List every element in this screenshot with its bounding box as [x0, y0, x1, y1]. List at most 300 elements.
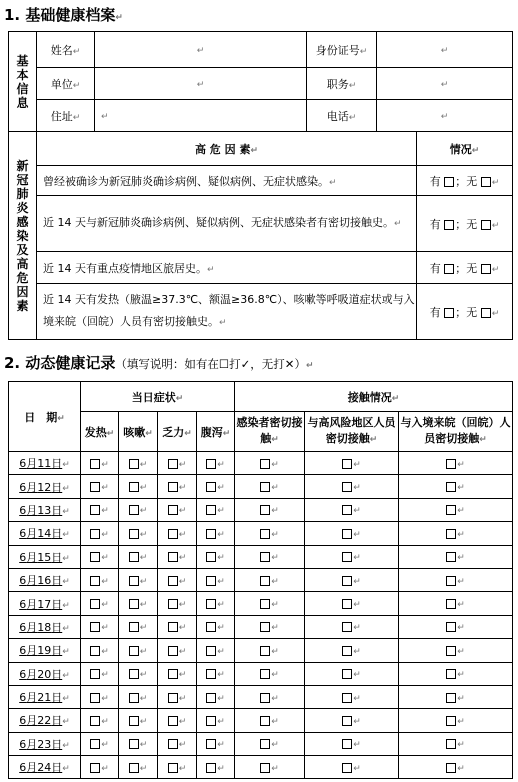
checkbox[interactable]	[168, 763, 178, 773]
checkbox[interactable]	[444, 177, 454, 187]
checkbox[interactable]	[481, 177, 491, 187]
job-label: 职务	[326, 77, 349, 91]
risk-factor-header: 高 危 因 素	[194, 142, 251, 156]
checkbox-cell[interactable]: ↵	[119, 452, 158, 475]
checkbox[interactable]	[260, 529, 270, 539]
risk-factor-1: 曾经被确诊为新冠肺炎确诊病例、疑似病例、无症状感染。	[43, 174, 329, 188]
checkbox-cell[interactable]: ↵	[305, 475, 399, 498]
checkbox[interactable]	[446, 763, 456, 773]
risk-factor-4: 近 14 天有发热（腋温≥37.3℃、额温≥36.8℃）、咳嗽等呼吸道症状或与入境来皖（回皖）人员有密切接触史。	[43, 293, 415, 328]
checkbox-cell[interactable]: ↵	[305, 452, 399, 475]
checkbox[interactable]	[342, 505, 352, 515]
daily-health-table: 日 期↵ 当日症状↵ 接触情况↵ 发热↵ 咳嗽↵ 乏力↵ 腹泻↵ 感染者密切接触↵ 与高风险地区人员密切接触↵ 与入境来皖（回皖）人员密切接触↵ 6月11日↵ ↵ ↵ ↵ ↵ ↵ ↵ ↵ 6月12日↵ ↵ ↵ ↵ ↵ ↵ ↵ ↵ 6月13日↵ ↵ ↵ ↵ ↵ ↵ ↵ ↵ 6月14日↵ ↵ ↵ ↵ ↵ ↵ ↵ ↵ 6月15日↵ ↵ ↵ ↵ ↵ ↵ ↵ ↵ 6月16日↵ ↵ ↵ ↵ ↵ ↵ ↵ ↵ 6月17日↵ ↵ ↵ ↵ ↵ ↵ ↵ ↵ 6月18日↵ ↵ ↵ ↵ ↵ ↵ ↵ ↵ 6月19日↵ ↵ ↵ ↵ ↵ ↵ ↵ ↵ 6月20日↵ ↵ ↵ ↵ ↵ ↵ ↵ ↵ 6月21日↵ ↵ ↵ ↵ ↵ ↵ ↵ ↵ 6月22日↵ ↵ ↵ ↵ ↵ ↵ ↵ ↵ 6月23日↵ ↵ ↵ ↵ ↵ ↵ ↵ ↵ 6月24日↵ ↵ ↵ ↵ ↵ ↵ ↵ ↵	[8, 381, 513, 779]
checkbox[interactable]	[206, 459, 216, 469]
checkbox-cell[interactable]: ↵	[197, 756, 235, 779]
date-cell: 6月15日↵	[9, 545, 81, 568]
checkbox-cell[interactable]: ↵	[305, 592, 399, 615]
checkbox-cell[interactable]: ↵	[235, 568, 305, 591]
yes-label: 有	[429, 305, 441, 319]
checkbox-cell[interactable]: ↵	[305, 615, 399, 638]
checkbox-cell[interactable]: ↵	[235, 522, 305, 545]
checkbox[interactable]	[129, 646, 139, 656]
table-row	[9, 662, 513, 685]
date-header: 日 期	[24, 410, 58, 424]
checkbox-cell[interactable]: ↵	[305, 685, 399, 708]
checkbox-cell[interactable]: ↵	[81, 685, 119, 708]
checkbox[interactable]	[168, 459, 178, 469]
checkbox-cell[interactable]: ↵	[235, 475, 305, 498]
checkbox[interactable]	[129, 669, 139, 679]
row-month: 6	[19, 620, 27, 634]
checkbox-cell[interactable]: ↵	[81, 615, 119, 638]
row-month: 6	[19, 667, 27, 681]
checkbox-cell[interactable]: ↵	[81, 568, 119, 591]
checkbox-cell[interactable]: ↵	[305, 732, 399, 755]
checkbox[interactable]	[90, 622, 100, 632]
checkbox[interactable]	[129, 505, 139, 515]
checkbox[interactable]	[168, 669, 178, 679]
no-label: 无	[466, 174, 478, 188]
checkbox[interactable]	[206, 739, 216, 749]
row-month: 6	[19, 457, 27, 471]
checkbox-cell[interactable]: ↵	[235, 615, 305, 638]
checkbox[interactable]	[260, 599, 270, 609]
checkbox-cell[interactable]: ↵	[235, 639, 305, 662]
risk-group-char: 炎	[16, 200, 29, 215]
checkbox[interactable]	[168, 599, 178, 609]
checkbox[interactable]	[446, 622, 456, 632]
checkbox[interactable]	[90, 599, 100, 609]
checkbox-cell[interactable]: ↵	[197, 592, 235, 615]
table-row	[9, 615, 513, 638]
checkbox[interactable]	[90, 529, 100, 539]
checkbox[interactable]	[342, 763, 352, 773]
table-row	[9, 545, 513, 568]
checkbox-cell[interactable]: ↵	[399, 545, 513, 568]
checkbox-cell[interactable]: ↵	[235, 732, 305, 755]
checkbox-cell[interactable]: ↵	[399, 522, 513, 545]
table-row	[9, 592, 513, 615]
checkbox-cell[interactable]: ↵	[399, 709, 513, 732]
date-cell: 6月24日↵	[9, 756, 81, 779]
checkbox-cell[interactable]: ↵	[305, 498, 399, 521]
row-month: 6	[19, 597, 27, 611]
contact-header-0: 感染者密切接触	[236, 416, 303, 445]
row-day: 17	[37, 597, 52, 611]
checkbox[interactable]	[168, 646, 178, 656]
checkbox-cell[interactable]: ↵	[235, 452, 305, 475]
checkbox[interactable]	[129, 599, 139, 609]
checkbox[interactable]	[90, 763, 100, 773]
row-month: 6	[19, 737, 27, 751]
checkbox[interactable]	[168, 716, 178, 726]
checkbox-cell[interactable]: ↵	[119, 662, 158, 685]
checkbox[interactable]	[129, 622, 139, 632]
job-field[interactable]: ↵	[377, 68, 513, 100]
checkbox[interactable]	[206, 576, 216, 586]
yes-label: 有	[429, 174, 441, 188]
checkbox-cell[interactable]: ↵	[158, 615, 197, 638]
row-day: 13	[37, 503, 52, 517]
checkbox-cell[interactable]: ↵	[119, 732, 158, 755]
table-row	[9, 639, 513, 662]
checkbox[interactable]	[342, 552, 352, 562]
checkbox-cell[interactable]: ↵	[197, 475, 235, 498]
checkbox[interactable]	[206, 763, 216, 773]
checkbox-cell[interactable]: ↵	[81, 732, 119, 755]
checkbox[interactable]	[446, 599, 456, 609]
checkbox-cell[interactable]: ↵	[119, 568, 158, 591]
risk-group-char: 及	[16, 242, 29, 257]
yes-label: 有	[429, 261, 441, 275]
checkbox-cell[interactable]: ↵	[81, 522, 119, 545]
checkbox[interactable]	[206, 693, 216, 703]
checkbox[interactable]	[129, 576, 139, 586]
checkbox[interactable]	[260, 716, 270, 726]
row-day: 21	[37, 691, 52, 705]
checkbox[interactable]	[342, 482, 352, 492]
checkbox-cell[interactable]: ↵	[305, 522, 399, 545]
row-day: 12	[37, 480, 52, 494]
contact-header: 接触情况	[347, 390, 392, 404]
checkbox-cell[interactable]: ↵	[158, 732, 197, 755]
checkbox[interactable]	[260, 482, 270, 492]
risk-group-char: 肺	[16, 186, 29, 201]
symptoms-header: 当日症状	[131, 390, 176, 404]
checkbox-cell[interactable]: ↵	[158, 475, 197, 498]
checkbox[interactable]	[90, 482, 100, 492]
checkbox[interactable]	[260, 459, 270, 469]
checkbox[interactable]	[342, 646, 352, 656]
checkbox[interactable]	[446, 482, 456, 492]
table-row	[9, 756, 513, 779]
checkbox[interactable]	[90, 459, 100, 469]
checkbox[interactable]	[168, 622, 178, 632]
checkbox[interactable]	[129, 716, 139, 726]
checkbox-cell[interactable]: ↵	[197, 685, 235, 708]
checkbox[interactable]	[446, 552, 456, 562]
checkbox[interactable]	[206, 482, 216, 492]
checkbox[interactable]	[206, 669, 216, 679]
risk-status-3[interactable]: 有 ；无 ↵	[417, 252, 513, 284]
checkbox-cell[interactable]: ↵	[197, 498, 235, 521]
checkbox[interactable]	[444, 308, 454, 318]
checkbox[interactable]	[260, 552, 270, 562]
checkbox-cell[interactable]: ↵	[158, 568, 197, 591]
checkbox[interactable]	[168, 529, 178, 539]
checkbox-cell[interactable]: ↵	[197, 452, 235, 475]
checkbox-cell[interactable]: ↵	[81, 756, 119, 779]
checkbox[interactable]	[168, 482, 178, 492]
checkbox[interactable]	[342, 576, 352, 586]
checkbox[interactable]	[444, 264, 454, 274]
checkbox-cell[interactable]: ↵	[119, 475, 158, 498]
checkbox-cell[interactable]: ↵	[81, 592, 119, 615]
table-row	[9, 568, 513, 591]
checkbox[interactable]	[260, 739, 270, 749]
checkbox-cell[interactable]: ↵	[81, 662, 119, 685]
checkbox-cell[interactable]: ↵	[305, 568, 399, 591]
checkbox-cell[interactable]: ↵	[399, 732, 513, 755]
checkbox[interactable]	[90, 505, 100, 515]
checkbox[interactable]	[446, 646, 456, 656]
risk-status-4[interactable]: 有 ；无 ↵	[417, 284, 513, 340]
risk-group-char: 因	[16, 284, 29, 299]
checkbox[interactable]	[446, 669, 456, 679]
checkbox-cell[interactable]: ↵	[158, 756, 197, 779]
checkbox[interactable]	[260, 763, 270, 773]
section1-title: 1. 基础健康档案↵	[4, 6, 123, 24]
table-row	[9, 522, 513, 545]
checkbox-cell[interactable]: ↵	[119, 545, 158, 568]
checkbox[interactable]	[129, 529, 139, 539]
checkbox-cell[interactable]: ↵	[399, 592, 513, 615]
checkbox[interactable]	[129, 693, 139, 703]
row-month: 6	[19, 574, 27, 588]
risk-status-2[interactable]: 有 ；无 ↵	[417, 196, 513, 252]
checkbox-cell[interactable]: ↵	[119, 592, 158, 615]
checkbox-cell[interactable]: ↵	[158, 592, 197, 615]
checkbox-cell[interactable]: ↵	[119, 639, 158, 662]
table-row	[9, 709, 513, 732]
checkbox-cell[interactable]: ↵	[399, 756, 513, 779]
checkbox-cell[interactable]: ↵	[119, 615, 158, 638]
checkbox[interactable]	[446, 459, 456, 469]
checkbox[interactable]	[206, 529, 216, 539]
checkbox[interactable]	[260, 693, 270, 703]
checkbox-cell[interactable]: ↵	[158, 639, 197, 662]
risk-status-1[interactable]: 有 ；无 ↵	[417, 166, 513, 196]
row-day: 15	[37, 550, 52, 564]
unit-field[interactable]: ↵	[95, 68, 307, 100]
risk-group-char: 染	[16, 228, 29, 243]
checkbox-cell[interactable]: ↵	[158, 452, 197, 475]
checkbox-cell[interactable]: ↵	[119, 709, 158, 732]
checkbox-cell[interactable]: ↵	[197, 732, 235, 755]
basic-info-group-char: 信	[16, 81, 29, 96]
row-month: 6	[19, 691, 27, 705]
checkbox[interactable]	[342, 459, 352, 469]
row-day: 20	[37, 667, 52, 681]
checkbox[interactable]	[342, 529, 352, 539]
row-month: 6	[19, 527, 27, 541]
checkbox[interactable]	[206, 552, 216, 562]
checkbox[interactable]	[342, 622, 352, 632]
checkbox[interactable]	[129, 482, 139, 492]
id-number-field[interactable]: ↵	[377, 32, 513, 68]
checkbox-cell[interactable]: ↵	[197, 545, 235, 568]
checkbox[interactable]	[90, 669, 100, 679]
checkbox[interactable]	[168, 576, 178, 586]
risk-status-header: 情况	[449, 142, 472, 156]
checkbox-cell[interactable]: ↵	[119, 498, 158, 521]
date-cell: 6月21日↵	[9, 685, 81, 708]
checkbox-cell[interactable]: ↵	[158, 709, 197, 732]
checkbox-cell[interactable]: ↵	[399, 475, 513, 498]
checkbox[interactable]	[446, 505, 456, 515]
checkbox-cell[interactable]: ↵	[158, 685, 197, 708]
checkbox-cell[interactable]: ↵	[305, 756, 399, 779]
checkbox-cell[interactable]: ↵	[235, 685, 305, 708]
checkbox-cell[interactable]: ↵	[197, 662, 235, 685]
checkbox-cell[interactable]: ↵	[235, 545, 305, 568]
risk-group-char: 感	[16, 214, 29, 229]
risk-factor-3: 近 14 天有重点疫情地区旅居史。	[43, 261, 207, 275]
checkbox-cell[interactable]: ↵	[305, 639, 399, 662]
checkbox[interactable]	[260, 622, 270, 632]
checkbox-cell[interactable]: ↵	[399, 685, 513, 708]
risk-group-char: 冠	[16, 172, 29, 187]
checkbox-cell[interactable]: ↵	[235, 498, 305, 521]
checkbox-cell[interactable]: ↵	[81, 452, 119, 475]
checkbox-cell[interactable]: ↵	[305, 662, 399, 685]
checkbox[interactable]	[481, 308, 491, 318]
risk-group-char: 素	[16, 298, 29, 313]
checkbox[interactable]	[446, 693, 456, 703]
checkbox-cell[interactable]: ↵	[81, 475, 119, 498]
checkbox[interactable]	[90, 716, 100, 726]
checkbox-cell[interactable]: ↵	[399, 568, 513, 591]
checkbox[interactable]	[90, 646, 100, 656]
checkbox[interactable]	[129, 739, 139, 749]
checkbox-cell[interactable]: ↵	[197, 709, 235, 732]
checkbox-cell[interactable]: ↵	[197, 568, 235, 591]
checkbox-cell[interactable]: ↵	[399, 452, 513, 475]
checkbox[interactable]	[342, 693, 352, 703]
row-month: 6	[19, 480, 27, 494]
checkbox[interactable]	[260, 505, 270, 515]
checkbox-cell[interactable]: ↵	[305, 545, 399, 568]
checkbox-cell[interactable]: ↵	[158, 662, 197, 685]
checkbox[interactable]	[260, 669, 270, 679]
table-row	[9, 732, 513, 755]
basic-info-group-label	[9, 32, 37, 132]
checkbox-cell[interactable]: ↵	[235, 709, 305, 732]
checkbox-cell[interactable]: ↵	[399, 498, 513, 521]
checkbox[interactable]	[342, 739, 352, 749]
checkbox[interactable]	[446, 716, 456, 726]
checkbox-cell[interactable]: ↵	[158, 498, 197, 521]
checkbox[interactable]	[342, 716, 352, 726]
table-row	[9, 475, 513, 498]
basic-health-table: 基 本 信 息 姓名↵ ↵ 身份证号↵ ↵ 单位↵ ↵ 职务↵ ↵ 住址↵ ↵ 电话↵ ↵ 新 冠 肺 炎 感 染 及 高 危 因 素 高 危 因 素↵ 情况↵ 曾经被确诊为新冠肺炎确诊病例、疑似病例、无症状感染。↵ 有 ；无 ↵ 近 14 天与新冠肺炎确诊病例、疑似病例、无症状感染者有密切接触史。↵ 有 ；无 ↵ 近 14 天有重点疫情地区旅居史。↵ 有 ；无 ↵ 近 14 天有发热（腋温≥37.3℃、额温≥36.8℃）、咳嗽等呼吸道症状或与入境来皖（回皖）人员有密切接触史。↵ 有 ；无 ↵	[8, 31, 513, 340]
checkbox-cell[interactable]: ↵	[81, 498, 119, 521]
checkbox-cell[interactable]: ↵	[235, 756, 305, 779]
checkbox[interactable]	[260, 646, 270, 656]
checkbox[interactable]	[168, 739, 178, 749]
checkbox[interactable]	[90, 739, 100, 749]
no-label: 无	[466, 305, 478, 319]
checkbox[interactable]	[168, 693, 178, 703]
contact-header-1: 与高风险地区人员密切接触	[307, 416, 396, 445]
checkbox[interactable]	[446, 576, 456, 586]
row-month: 6	[19, 644, 27, 658]
risk-group-char: 新	[16, 158, 29, 173]
checkbox-cell[interactable]: ↵	[158, 522, 197, 545]
checkbox[interactable]	[168, 505, 178, 515]
symptom-header-1: 咳嗽	[123, 425, 146, 439]
checkbox[interactable]	[342, 599, 352, 609]
row-day: 18	[37, 620, 52, 634]
address-field[interactable]: ↵	[95, 100, 307, 132]
basic-info-group-char: 息	[16, 95, 29, 110]
checkbox-cell[interactable]: ↵	[399, 615, 513, 638]
checkbox[interactable]	[129, 552, 139, 562]
checkbox[interactable]	[129, 763, 139, 773]
checkbox-cell[interactable]: ↵	[158, 545, 197, 568]
date-cell: 6月13日↵	[9, 498, 81, 521]
checkbox[interactable]	[206, 622, 216, 632]
checkbox-cell[interactable]: ↵	[81, 639, 119, 662]
checkbox[interactable]	[342, 669, 352, 679]
checkbox-cell[interactable]: ↵	[399, 662, 513, 685]
checkbox-cell[interactable]: ↵	[235, 662, 305, 685]
name-field[interactable]: ↵	[95, 32, 307, 68]
checkbox[interactable]	[206, 505, 216, 515]
checkbox-cell[interactable]: ↵	[197, 615, 235, 638]
checkbox-cell[interactable]: ↵	[235, 592, 305, 615]
checkbox-cell[interactable]: ↵	[399, 639, 513, 662]
checkbox-cell[interactable]: ↵	[119, 756, 158, 779]
date-cell: 6月22日↵	[9, 709, 81, 732]
basic-info-group-char: 本	[16, 67, 29, 82]
date-cell: 6月16日↵	[9, 568, 81, 591]
checkbox[interactable]	[481, 220, 491, 230]
checkbox[interactable]	[90, 552, 100, 562]
checkbox[interactable]	[168, 552, 178, 562]
checkbox-cell[interactable]: ↵	[305, 709, 399, 732]
risk-factor-2: 近 14 天与新冠肺炎确诊病例、疑似病例、无症状感染者有密切接触史。	[43, 216, 394, 229]
symptom-header-3: 腹泻	[200, 425, 223, 439]
checkbox[interactable]	[444, 220, 454, 230]
unit-label: 单位	[50, 77, 73, 91]
checkbox-cell[interactable]: ↵	[81, 545, 119, 568]
checkbox-cell[interactable]: ↵	[197, 639, 235, 662]
row-month: 6	[19, 503, 27, 517]
checkbox[interactable]	[90, 693, 100, 703]
phone-field[interactable]: ↵	[377, 100, 513, 132]
date-cell: 6月14日↵	[9, 522, 81, 545]
checkbox-cell[interactable]: ↵	[197, 522, 235, 545]
table-row	[9, 498, 513, 521]
checkbox[interactable]	[206, 599, 216, 609]
date-cell: 6月17日↵	[9, 592, 81, 615]
checkbox[interactable]	[206, 716, 216, 726]
basic-info-group-char: 基	[16, 53, 29, 68]
row-day: 14	[37, 527, 52, 541]
symptom-header-0: 发热	[84, 425, 107, 439]
row-month: 6	[19, 550, 27, 564]
checkbox-cell[interactable]: ↵	[119, 685, 158, 708]
date-cell: 6月19日↵	[9, 639, 81, 662]
no-label: 无	[466, 261, 478, 275]
checkbox[interactable]	[481, 264, 491, 274]
checkbox[interactable]	[129, 459, 139, 469]
checkbox-cell[interactable]: ↵	[119, 522, 158, 545]
checkbox[interactable]	[446, 739, 456, 749]
row-day: 19	[37, 644, 52, 658]
checkbox[interactable]	[206, 646, 216, 656]
row-month: 6	[19, 714, 27, 728]
date-cell: 6月12日↵	[9, 475, 81, 498]
row-day: 22	[37, 714, 52, 728]
checkbox[interactable]	[446, 529, 456, 539]
checkbox[interactable]	[90, 576, 100, 586]
checkbox-cell[interactable]: ↵	[81, 709, 119, 732]
date-cell: 6月11日↵	[9, 452, 81, 475]
checkbox[interactable]	[260, 576, 270, 586]
table-row	[9, 685, 513, 708]
